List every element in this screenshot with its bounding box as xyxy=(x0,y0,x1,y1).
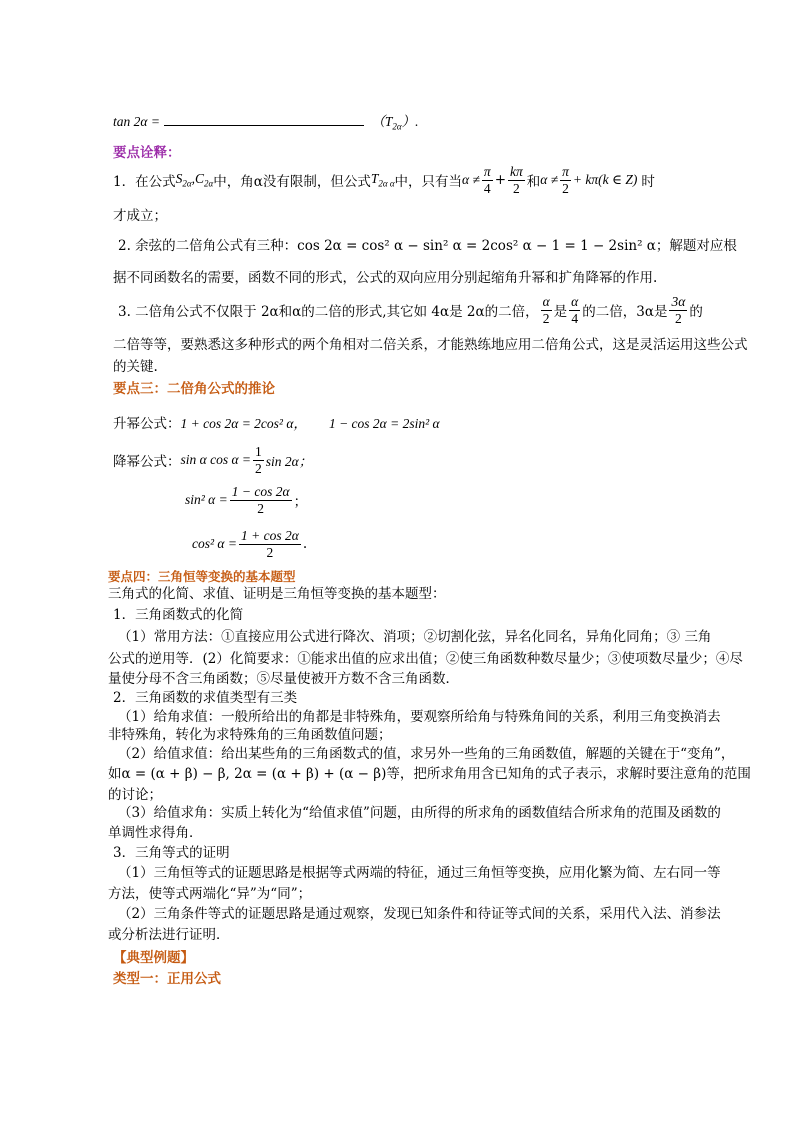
answer-blank xyxy=(164,113,364,126)
body-line: 单调性求得角． xyxy=(108,825,203,841)
heading-point-4: 要点四：三角恒等变换的基本题型 xyxy=(108,569,296,584)
body-line: （2）给值求值：给出某些角的三角函数式的值，求另外一些角的三角函数值，解题的关键在于“变角”， xyxy=(118,746,735,762)
fraction: $\frac{k\pi}{2}$ xyxy=(510,163,523,196)
note-3-line-3: 的关键. xyxy=(113,359,158,375)
body-line: （1）三角恒等式的证题思路是根据等式两端的特征，通过三角恒等变换，应用化繁为简、左右同一等 xyxy=(118,865,721,881)
tan-double-angle-line: $\tan 2\alpha = (T_{2\alpha})$. xyxy=(113,114,419,132)
note-1-line-2: 才成立； xyxy=(113,208,167,224)
fraction: $\frac{1 + \cos 2\alpha}{2}$ xyxy=(241,527,299,560)
body-line: 的讨论； xyxy=(108,787,162,803)
fraction: $\frac{\alpha}{4}$ xyxy=(571,293,579,326)
power-reducing-formula-2: sin² α = $\frac{1 - \cos 2\alpha}{2}$ ； xyxy=(185,483,308,516)
tan-lhs: tan 2α = xyxy=(113,114,160,129)
body-line: 3．三角等式的证明 xyxy=(113,845,230,861)
body-line: 如α = (α + β) − β, 2α = (α + β) + (α − β)等，把所求角用含已知角的式子表示，求解时要注意角的范围 xyxy=(108,766,751,782)
note-3-line-2: 二倍等等，要熟悉这多种形式的两个角相对二倍关系，才能熟练地应用二倍角公式，这是灵活运用这些公式 xyxy=(113,337,748,353)
note-2-line-2: 据不同函数名的需要，函数不同的形式，公式的双向应用分别起缩角升幂和扩角降幂的作用. xyxy=(113,270,658,286)
note-3: 3. 二倍角公式不仅限于 2α和α的二倍的形式,其它如 4α是 2α的二倍， $\frac{\alpha}{2}$ 是 $\frac{\alpha}{4}$ 的二倍，3α是 $\frac{3\alpha}{2}$ 的 xyxy=(118,293,703,326)
body-line: 量使分母不含三角函数；⑤尽量使被开方数不含三角函数． xyxy=(108,671,459,687)
note-2-line-1: 2. 余弦的二倍角公式有三种：cos 2α = cos² α − sin² α = 2cos² α − 1 = 1 − 2sin² α；解题对应根 xyxy=(118,238,737,254)
body-line: 2．三角函数的求值类型有三类 xyxy=(113,690,298,706)
heading-key-notes: 要点诠释： xyxy=(113,145,181,161)
heading-type-1: 类型一：正用公式 xyxy=(113,971,221,987)
heading-typical-examples: 【典型例题】 xyxy=(113,950,194,966)
power-raising-formula: 升幂公式：1 + cos 2α = 2cos² α， 1 − cos 2α = 2sin² α xyxy=(113,416,440,432)
fraction: $\frac{1}{2}$ xyxy=(255,443,262,476)
body-line: （1）给角求值：一般所给出的角都是非特殊角，要观察所给角与特殊角间的关系，利用三角变换消去 xyxy=(118,709,721,725)
fraction: $\frac{1 - \cos 2\alpha}{2}$ xyxy=(231,483,290,516)
body-line: 公式的逆用等．(2）化简要求：①能求出值的应求出值；②使三角函数种数尽量少；③使项数尽量少；④尽 xyxy=(108,651,743,667)
tan-rhs: （T xyxy=(371,114,393,129)
fraction: $\frac{\alpha}{2}$ xyxy=(542,293,550,326)
body-line: （1）常用方法：①直接应用公式进行降次、消项；②切割化弦，异名化同名，异角化同角；③ 三角 xyxy=(118,629,712,645)
body-line: （2）三角条件等式的证题思路是通过观察，发现已知条件和待证等式间的关系，采用代入法、消参法 xyxy=(118,906,721,922)
body-line: 三角式的化简、求值、证明是三角恒等变换的基本题型： xyxy=(108,586,446,602)
heading-point-3: 要点三：二倍角公式的推论 xyxy=(113,381,275,397)
body-line: （3）给值求角：实质上转化为“给值求值”问题，由所得的所求角的函数值结合所求角的范围及函数的 xyxy=(118,805,721,821)
body-line: 非特殊角，转化为求特殊角的三角函数值问题； xyxy=(108,727,392,743)
fraction: $\frac{3\alpha}{2}$ xyxy=(671,293,686,326)
body-line: 方法，使等式两端化“异”为“同”； xyxy=(108,886,312,902)
body-line: 1．三角函数式的化简 xyxy=(113,607,244,623)
body-line: 或分析法进行证明． xyxy=(108,927,230,943)
power-reducing-formula-1: 降幂公式： sin α cos α = $\frac{1}{2}$ sin 2α； xyxy=(113,443,313,476)
fraction: $\frac{\pi}{2}$ xyxy=(562,163,569,196)
note-1: 1．在公式 $S_{2\alpha},C_{2\alpha}$ 中，角α没有限制，但公式 $T_{2\alpha \alpha}$ 中，只有当 α ≠ $\frac{\pi}{4}$ + $\frac{k\pi}{2}$ 和 α ≠ $\frac{\pi}{2}$ + kπ(k ∈ Z) 时 xyxy=(113,163,655,196)
fraction: $\frac{\pi}{4}$ xyxy=(483,163,491,196)
power-reducing-formula-3: cos² α = $\frac{1 + \cos 2\alpha}{2}$ . xyxy=(192,527,308,560)
